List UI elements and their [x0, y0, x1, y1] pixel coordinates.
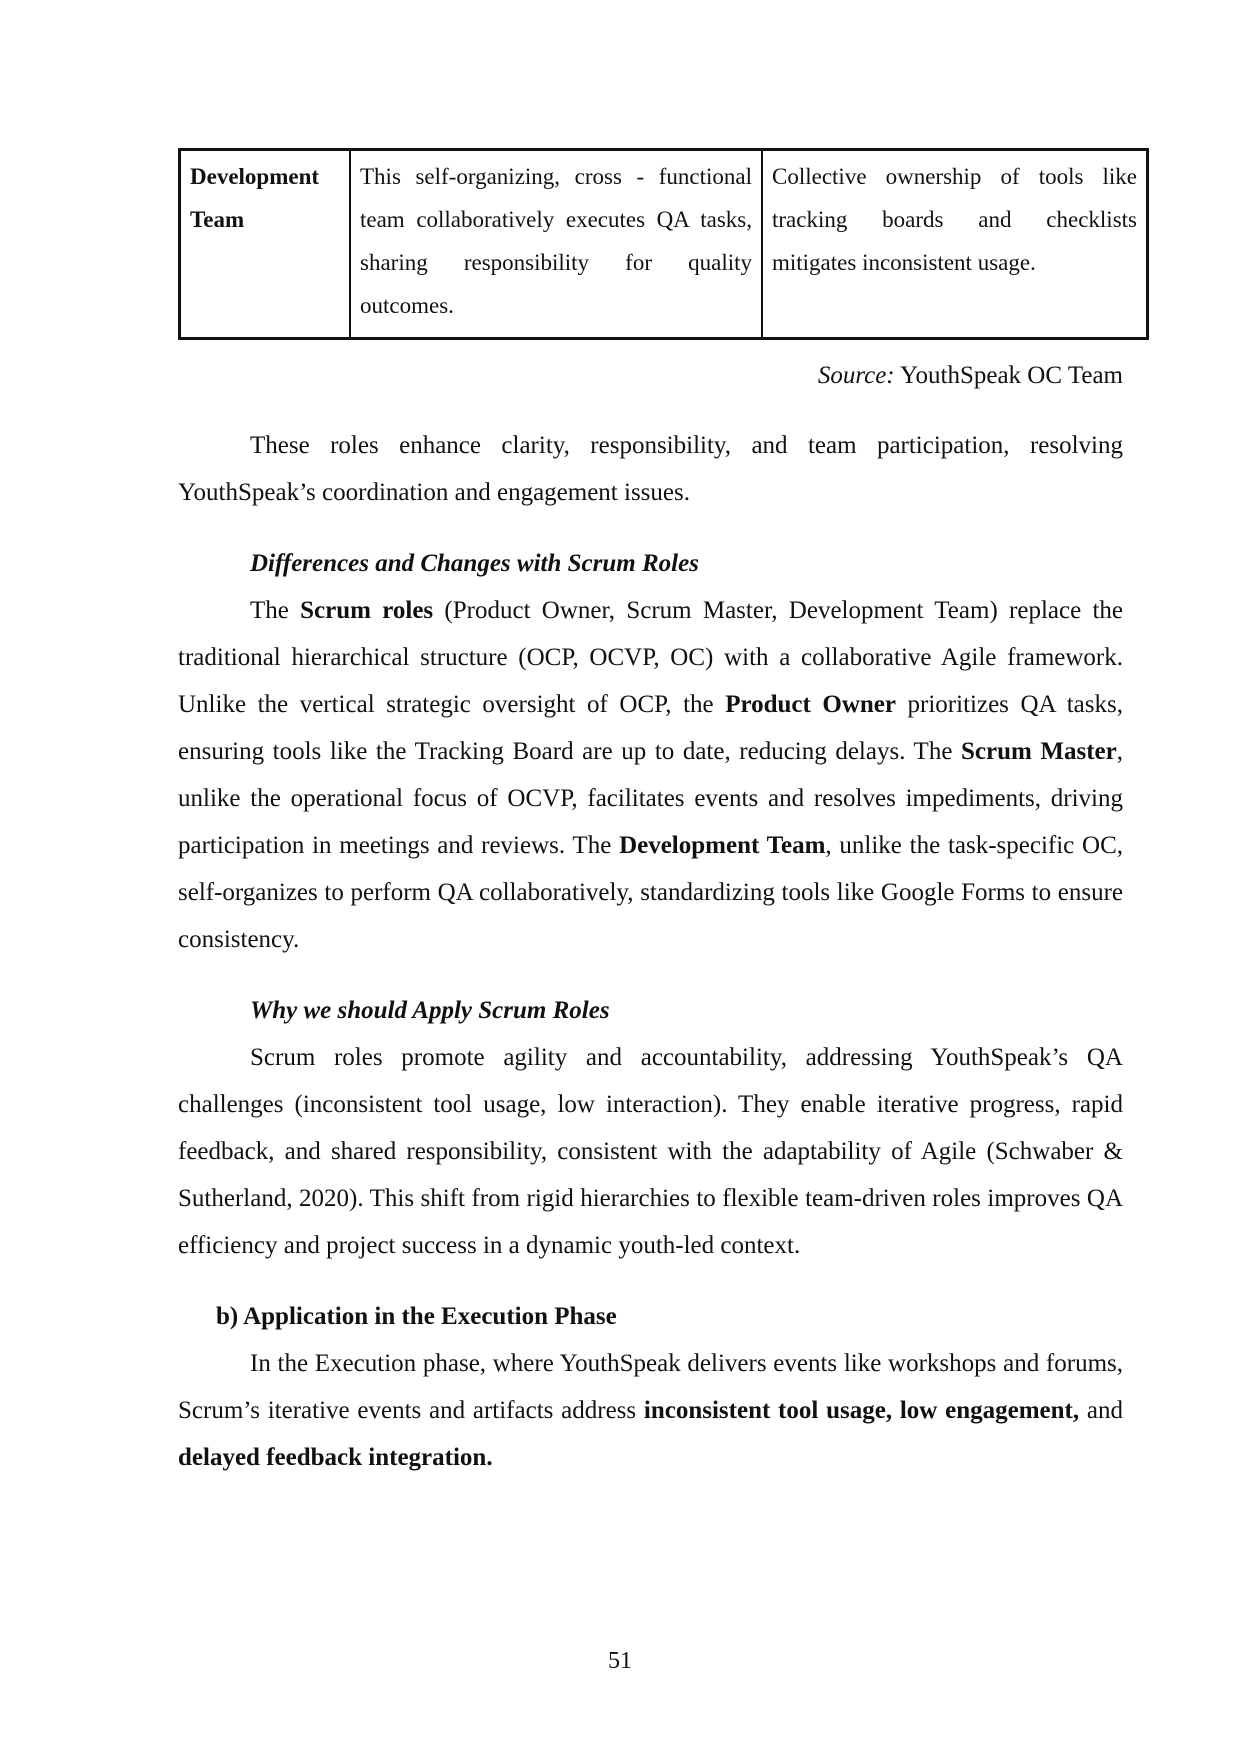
table-row	[180, 150, 1148, 339]
execution-paragraph	[178, 1340, 1123, 1481]
differences-heading: Differences and Changes with Scrum Roles	[250, 550, 699, 577]
bold-run: Product Owner	[725, 691, 896, 718]
bold-run: Development Team	[619, 832, 826, 859]
table-source	[178, 360, 1123, 392]
impact-cell: Collective ownership of tools like tracking boards and checklists mitigates inconsistent usage.	[762, 150, 1148, 339]
role-cell: Development Team	[180, 150, 351, 339]
bold-run: inconsistent tool usage, low engagement,	[643, 1397, 1080, 1424]
execution-heading: b) Application in the Execution Phase	[216, 1303, 617, 1330]
roles-table	[178, 148, 1149, 340]
differences-paragraph	[178, 587, 1123, 963]
text-run: , unlike the operational focus of OCVP, facilitates events and resolves impediments, driving participation in meetings and reviews. The	[178, 738, 1123, 859]
page-content	[178, 148, 1137, 1481]
text-run: , unlike the task-specific OC, self-organizes to perform QA collaboratively, standardizing tools like Google Forms to ensure consistency.	[178, 832, 1124, 953]
bold-run: Scrum roles	[300, 597, 434, 624]
bold-run: delayed feedback integration.	[178, 1444, 493, 1471]
why-paragraph: Scrum roles promote agility and accountability, addressing YouthSpeak’s QA challenges (inconsistent tool usage, low interaction). They enable iterative progress, rapid feedback, and shared responsibility, consistent with the adaptability of Agile (Schwaber & Sutherland, 2020). This shift from rigid hierarchies to flexible team-driven roles improves QA efficiency and project success in a dynamic youth-led context.	[178, 1044, 1123, 1259]
text-run: The	[250, 597, 301, 624]
page-number: 51	[608, 1648, 632, 1674]
text-run: and	[1079, 1397, 1123, 1424]
roles-summary-paragraph: These roles enhance clarity, responsibility, and team participation, resolving YouthSpeak’s coordination and engagement issues.	[178, 432, 1123, 506]
text-run: (Product Owner, Scrum Master, Development Team) replace the traditional hierarchical structure (OCP, OCVP, OC) with a collaborative Agile framework. Unlike the vertical strategic oversight of OCP, the	[178, 597, 1124, 718]
source-text: YouthSpeak OC Team	[894, 362, 1123, 389]
text-run: prioritizes QA tasks, ensuring tools like the Tracking Board are up to date, reducing delays. The	[178, 691, 1123, 765]
why-heading: Why we should Apply Scrum Roles	[250, 997, 610, 1024]
description-cell: This self-organizing, cross - functional team collaboratively executes QA tasks, sharing responsibility for quality outcomes.	[350, 150, 762, 339]
source-label: Source:	[817, 362, 895, 389]
bold-run: Scrum Master	[961, 738, 1117, 765]
text-run: In the Execution phase, where YouthSpeak delivers events like workshops and forums, Scrum’s iterative events and artifacts address	[178, 1350, 1123, 1424]
